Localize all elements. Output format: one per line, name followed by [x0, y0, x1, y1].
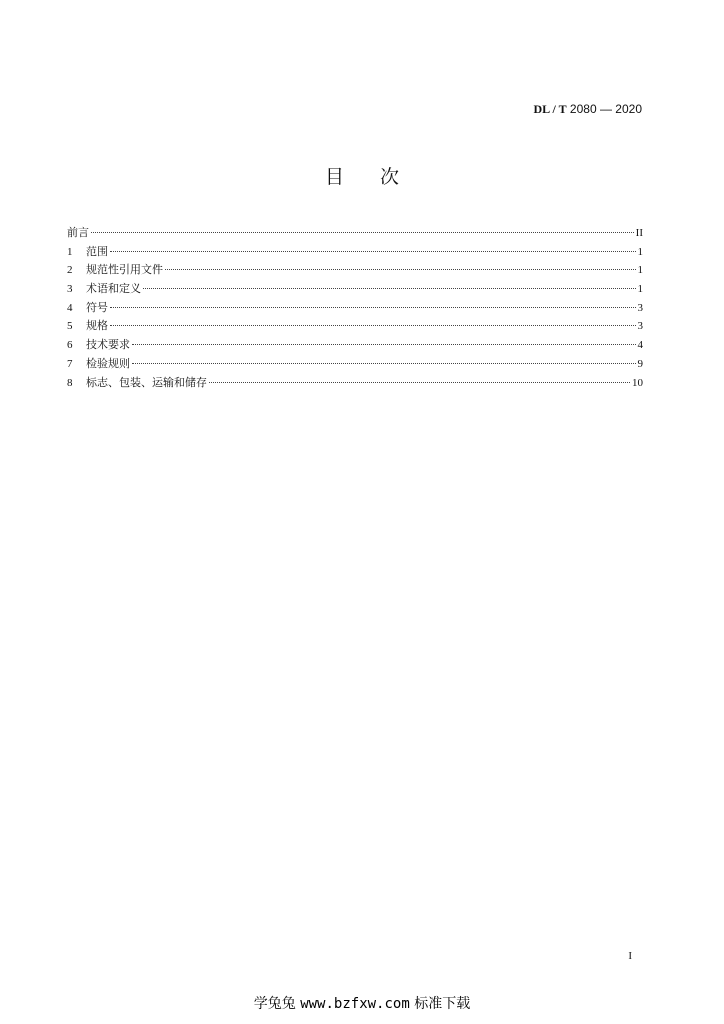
watermark [0, 993, 724, 1013]
toc-item-symbols[interactable] [67, 299, 643, 318]
toc-item-normative-references[interactable] [67, 261, 643, 280]
toc-item-page: 10 [632, 376, 643, 389]
toc-item-label: 术语和定义 [86, 282, 141, 296]
toc-item-label: 技术要求 [86, 338, 130, 352]
toc-item-number: 3 [67, 283, 73, 296]
toc-item-page: 1 [637, 245, 643, 258]
toc-item-number: 4 [67, 301, 73, 314]
toc-item-terms-definitions[interactable] [67, 280, 643, 299]
toc-leader-dots [165, 269, 636, 270]
toc-leader-dots [143, 288, 636, 289]
toc-item-label: 规格 [86, 319, 108, 333]
toc-item-number: 7 [67, 357, 73, 370]
toc-item-page: 3 [637, 301, 643, 314]
toc-item-number: 6 [67, 339, 73, 352]
toc-leader-dots [110, 307, 636, 308]
toc-item-scope[interactable] [67, 243, 643, 262]
toc-item-specifications[interactable] [67, 317, 643, 336]
toc-item-marking-packaging[interactable] [67, 374, 643, 393]
toc-item-page: 9 [637, 357, 643, 370]
toc-item-technical-requirements[interactable] [67, 336, 643, 355]
toc-item-inspection-rules[interactable] [67, 355, 643, 374]
toc-item-page: II [635, 227, 643, 239]
toc-item-label: 前言 [67, 226, 89, 239]
toc-item-label: 标志、包装、运输和储存 [86, 375, 207, 389]
watermark-site: 学兔兔 [253, 996, 296, 1012]
watermark-url[interactable]: www.bzfxw.com [300, 996, 410, 1012]
toc-item-page: 4 [637, 339, 643, 352]
toc-leader-dots [110, 251, 636, 252]
toc-item-page: 1 [637, 283, 643, 296]
toc-leader-dots [91, 232, 634, 233]
toc-item-foreword[interactable] [67, 224, 643, 243]
toc-leader-dots [132, 344, 636, 345]
toc-item-number: 8 [67, 376, 73, 389]
toc-item-label: 检验规则 [86, 356, 130, 370]
toc-item-number: 5 [67, 320, 73, 333]
standard-prefix: DL / T [533, 102, 567, 116]
toc-item-label: 符号 [86, 300, 108, 314]
toc-item-number: 2 [67, 264, 73, 277]
watermark-tail: 标准下载 [414, 996, 471, 1012]
toc-item-label: 范围 [86, 244, 108, 258]
page-title: 目次 [324, 166, 435, 188]
toc-leader-dots [110, 325, 636, 326]
toc-item-label: 规范性引用文件 [86, 263, 163, 277]
standard-code [533, 102, 642, 117]
toc-item-page: 1 [637, 264, 643, 277]
toc-leader-dots [132, 363, 636, 364]
toc-leader-dots [209, 382, 630, 383]
toc-item-number: 1 [67, 245, 73, 258]
toc-item-page: 3 [637, 320, 643, 333]
page-number: I [628, 950, 632, 962]
table-of-contents [67, 224, 643, 392]
standard-number: 2080 — 2020 [566, 102, 642, 116]
